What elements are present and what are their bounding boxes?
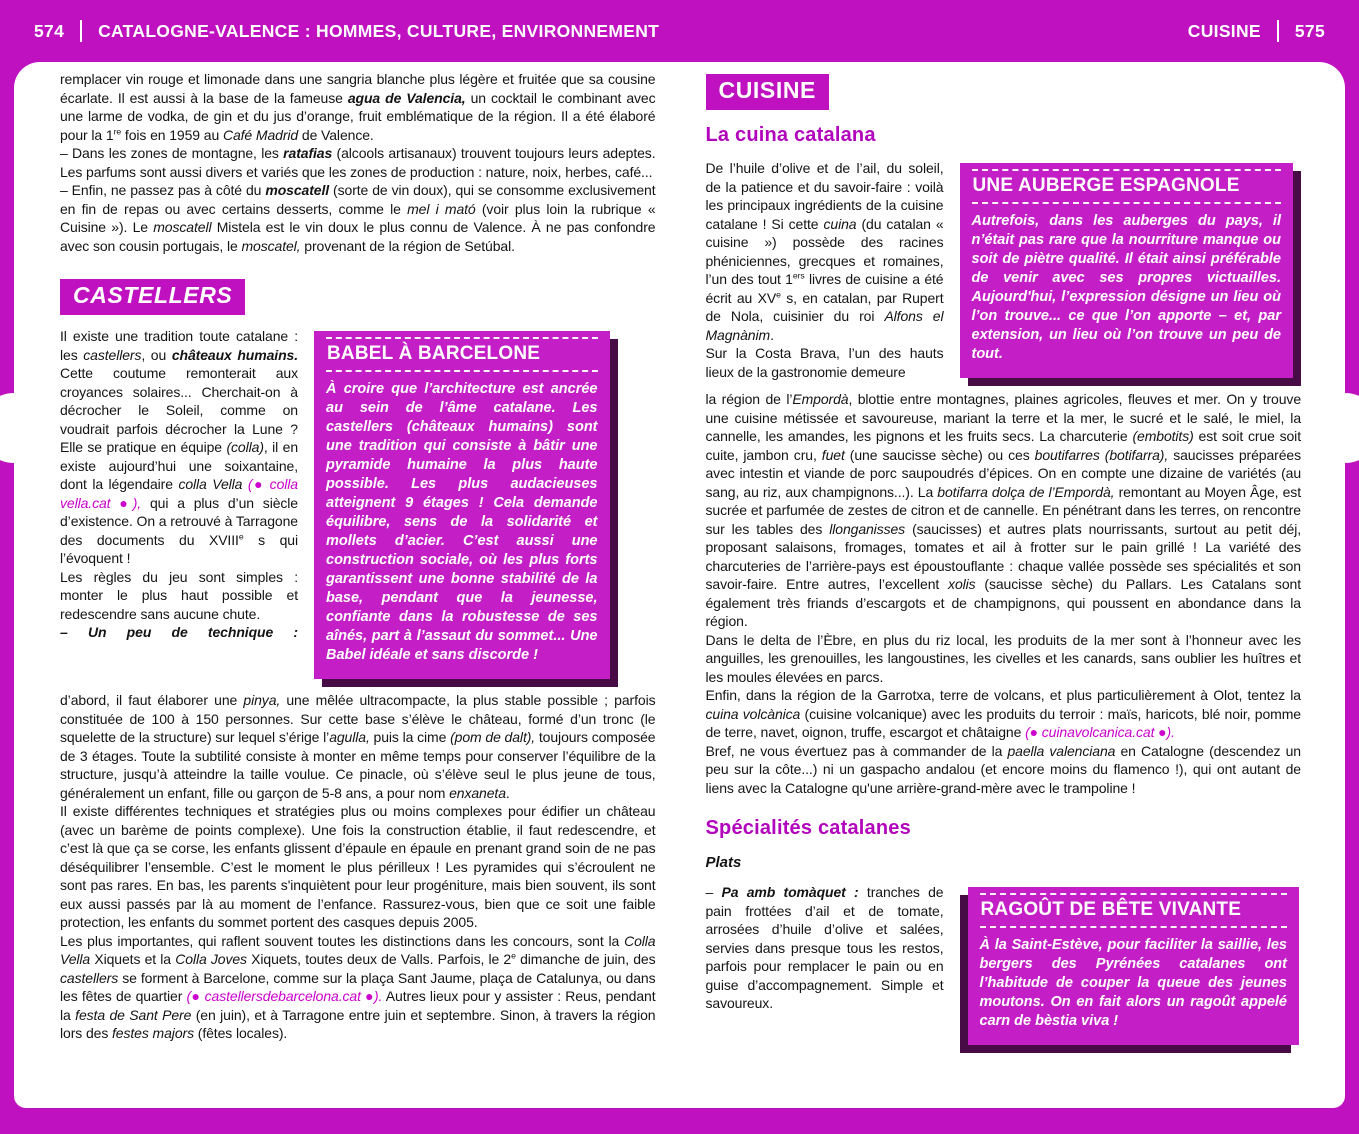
header-left bbox=[34, 20, 659, 42]
plats-text-column bbox=[706, 883, 944, 1013]
castellers-section-title bbox=[60, 279, 245, 315]
plats-columns bbox=[706, 883, 1302, 1057]
cuina-columns bbox=[706, 159, 1302, 390]
cuisine-section-title bbox=[706, 74, 830, 110]
paragraph: – Un peu de technique : bbox=[60, 624, 298, 640]
paragraph: d’abord, il faut élaborer une pinya, une mêlée ultracompacte, la plus stable possible ; parfois constituée de 100 à 150 personnes. Sur cette base s’élève le château, formé d’un tronc (le squelette de la structure) sur lequel s’érige l’agulla, puis la cime (pom de dalt), toujours composée de 3 étages. Toute la subtilité consiste à monter en même temps pour conserver l’équilibre de la structure, jusqu’à atteindre la taille voulue. Ce pinacle, où s’élève seul le plus jeune de tous, généralement un enfant, fille ou garçon de 5-8 ans, a pour nom enxaneta. bbox=[60, 692, 656, 801]
paragraph: Bref, ne vous évertuez pas à commander de la paella valenciana en Catalogne (descendez un peu sur la côte...) ni un gaspacho andalou (et encore moins du flamenco !), qui ont autant de liens avec la Catalogne qu'une arrière-grand-mère avec le trampoline ! bbox=[705, 742, 1301, 796]
page-header-bar bbox=[0, 0, 1359, 62]
babel-box bbox=[314, 331, 610, 679]
ragout-box bbox=[968, 887, 1300, 1045]
ragout-box-body: À la Saint-Estève, pour faciliter la saillie, les bergers des Pyrénées catalanes ont l’habitude de couper la queue des jeunes moutons. On en fait alors un ragoût appelé carn de bèstia viva ! bbox=[979, 937, 1287, 1029]
paragraph: Il existe différentes techniques et stratégies plus ou moins complexes pour édifier un château (avec un barème de points complexe). Une fois la construction établie, il faut redescendre, et c’est là que ça se corse, les enfants glissent d’épaule en épaule en prenant grand soin de ne pas déséquilibrer l’ensemble. C’est le moment le plus périlleux ! Les pyramides qui s’écroulent ne sont pas rares. En bas, les parents s'inquiètent pour leur progéniture, mais bien souvent, ils sont eux aussi passés par là au moment de l’enfance. Rassurez-vous, bien que ce soit une faible protection, les enfants du sommet portent des casques depuis 2005. bbox=[60, 803, 656, 930]
ragout-box-title: RAGOÛT DE BÊTE VIVANTE bbox=[980, 893, 1288, 928]
castellers-columns bbox=[60, 327, 656, 691]
page-574 bbox=[60, 70, 656, 1108]
babel-box-body: À croire que l’architecture est ancrée au sein de l’âme catalane. Les castellers (châteaux humains) sont une tradition qui consiste à bâtir une pyramide humaine la plus haute possible. Les plus audacieuses atteignent 9 étages ! Cela demande équilibre, sens de la solidarité et mollets d’acier. C’est aussi une construction sociale, où les plus forts garantissent une bonne stabilité de la base, pendant que la jeunesse, confiante dans la robustesse de ses aînés, part à l’assaut du sommet... Une Babel idéale et sans discorde ! bbox=[326, 381, 598, 663]
paragraph: Les règles du jeu sont simples : monter le plus haut possible et redescendre sans aucune chute. bbox=[60, 568, 298, 622]
paper bbox=[14, 62, 1345, 1108]
babel-box-title: BABEL À BARCELONE bbox=[326, 337, 598, 372]
running-title-left: CATALOGNE-VALENCE : HOMMES, CULTURE, ENVIRONNEMENT bbox=[98, 20, 660, 41]
castellers-text-column bbox=[60, 327, 298, 642]
paragraph: Les plus importantes, qui raflent souvent toutes les distinctions dans les concours, sont la Colla Vella Xiquets et la Colla Joves Xiquets, toutes deux de Valls. Parfois, le 2e dimanche de juin, des castellers se forment à Barcelone, comme sur la plaça Sant Jaume, plaça de Catalunya, ou dans les fêtes de quartier (● castellersdebarcelona.cat ●). Autres lieux pour y assister : Reus, pendant la festa de Sant Pere (en juin), et à Tarragone entre juin et septembre. Sinon, à travers la région lors des festes majors (fêtes locales). bbox=[60, 932, 656, 1041]
pa-amb-tomaquet-paragraph: – Pa amb tomàquet : tranches de pain frottées d’ail et de tomate, arrosées d’huile d’olive et salées, servies dans presque tous les restos, parfois pour remplacer le pain ou en guise d’accompagnement. Simple et savoureux. bbox=[705, 884, 944, 1011]
intro-paragraph: – Enfin, ne passez pas à côté du moscatell (sorte de vin doux), qui se consomme exclusivement en fin de repas ou avec certains desserts, comme le mel i mató (voir plus loin la rubrique « Cuisine »). Le moscatell Mistela est le vin doux le plus connu de Valence. À ne pas confondre avec son cousin portugais, le moscatel, provenant de la région de Setúbal. bbox=[60, 182, 656, 254]
paragraph: Sur la Costa Brava, l’un des hauts lieux de la gastronomie demeure bbox=[705, 345, 944, 380]
header-right bbox=[1188, 20, 1325, 42]
header-divider-left bbox=[80, 20, 82, 42]
paragraph: la région de l’Empordà, blottie entre montagnes, plaines agricoles, fleuves et mer. On y trouve une cuisine métissée et savoureuse, mariant la terre et la mer, le sucré et le salé, le miel, la cannelle, les amandes, les pignons et les fruits secs. La charcuterie (embotits) est soit crue soit cuite, jambon cru, fuet (une saucisse sèche) ou ces boutifarres (botifarra), saucisses préparées avec intestin et viande de porc saupoudrés d’épices. On en compte une dizaine de variétés (au sang, au riz, aux champignons...). La botifarra dolça de l’Empordà, remontant au Moyen Âge, est sucrée et parfumée de zestes de citron et de cannelle. En pénétrant dans les terres, on rencontre sur les tables des llonganisses (saucisses) et autres plats nourrissants, surtout au petit déj, proposant salaisons, fromages, tomates et ail à frotter sur le pain grillé ! La variété des charcuteries de l’arrière-pays est époustouflante : chaque vallée possède ses spécialités et son savoir-faire. Entre autres, l’excellent xolis (saucisse sèche) du Pallars. Les Catalans sont également très friands d’escargots et de champignons, qui poussent en abondance dans la région. bbox=[705, 391, 1302, 629]
cuina-catalana-heading: La cuina catalana bbox=[705, 124, 876, 146]
intro-paragraph: – Dans les zones de montagne, les ratafias (alcools artisanaux) trouvent toujours leurs adeptes. Les parfums sont aussi divers et variés que les zones de production : nature, noix, herbes, café... bbox=[60, 145, 656, 180]
auberge-box bbox=[960, 163, 1294, 378]
plats-heading: Plats bbox=[705, 854, 742, 871]
page-number-right: 575 bbox=[1294, 20, 1325, 41]
auberge-box-body: Autrefois, dans les auberges du pays, il n’était pas rare que la nourriture manque ou soit de piètre qualité. Il était ainsi préférable de venir avec ses propres victuailles. Aujourd'hui, l’expression désigne un lieu où l’on trouve... ce que l’on apporte – et, par extension, un lieu où l’on trouve un peu de tout. bbox=[971, 213, 1281, 362]
page-575 bbox=[706, 70, 1302, 1108]
auberge-box-title: UNE AUBERGE ESPAGNOLE bbox=[972, 169, 1282, 204]
paragraph: Enfin, dans la région de la Garrotxa, terre de volcans, et plus particulièrement à Olot, tentez la cuina volcànica (cuisine volcanique) avec les produits du terroir : maïs, haricots, blé noir, pomme de terre, navet, oignon, truffe, escargot et châtaigne (● cuinavolcanica.cat ●). bbox=[705, 687, 1301, 740]
specialites-heading: Spécialités catalanes bbox=[705, 817, 911, 839]
paragraph: Dans le delta de l’Èbre, en plus du riz local, les produits de la mer sont à l’honneur avec les anguilles, les grenouilles, les langoustines, les civelles et les canards, sans oublier les huîtres et les moules élevées en parcs. bbox=[705, 631, 1301, 685]
page-number-left: 574 bbox=[34, 20, 65, 41]
header-divider-right bbox=[1277, 20, 1279, 42]
cuisine-section-title-label: CUISINE bbox=[718, 77, 816, 103]
paragraph: Il existe une tradition toute catalane : les castellers, ou châteaux humains. Cette coutume remonterait aux croyances solaires... Cherchait-on à décrocher le Soleil, comme on voudrait parfois décrocher la Lune ? Elle se pratique en équipe (colla), il en existe aujourd’hui une soixantaine, dont la légendaire colla Vella (● colla vella.cat ●), qui a plus d’un siècle d’existence. On a retrouvé à Tarragone des documents du XVIIIe s qui l’évoquent ! bbox=[60, 328, 299, 566]
castellers-section-title-label: CASTELLERS bbox=[73, 282, 233, 308]
running-title-right: CUISINE bbox=[1187, 20, 1261, 41]
paragraph: De l’huile d’olive et de l’ail, du soleil, de la patience et du savoir-faire : voilà les principaux ingrédients de la cuisine catalane ! Si cette cuina (du catalan « cuisine ») possède des racines phéniciennes, grecques et romaines, l’un des tout 1ers livres de cuisine a été écrit au XVe s, en catalan, par Rupert de Nola, cuisinier du roi Alfons el Magnànim. bbox=[705, 160, 944, 343]
cuina-text-column bbox=[706, 159, 944, 381]
intro-paragraph: remplacer vin rouge et limonade dans une sangria blanche plus légère et fruitée que sa cousine écarlate. Il est aussi à la base de la fameuse agua de Valencia, un cocktail le combinant avec une larme de vodka, de gin et du jus d’orange, fruit emblématique de la région. Il a été élaboré pour la 1re fois en 1959 au Café Madrid de Valence. bbox=[60, 71, 656, 143]
